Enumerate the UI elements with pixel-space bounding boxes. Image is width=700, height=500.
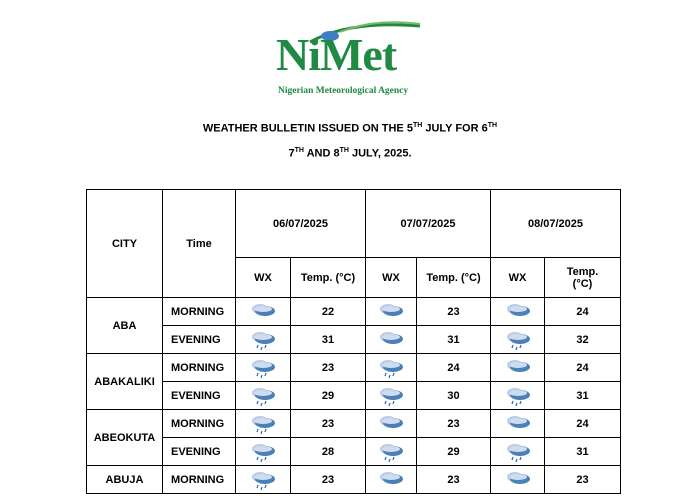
wx-cell (491, 382, 545, 410)
time-of-day: MORNING (163, 410, 236, 438)
weather-table-body (87, 298, 621, 494)
wx-cell (236, 382, 291, 410)
cloudy-icon (378, 330, 404, 350)
cloudy-icon (505, 470, 531, 490)
bulletin-title-line1: WEATHER BULLETIN ISSUED ON THE 5TH JULY FOR 6TH (202, 122, 498, 135)
temperature-value: 31 (545, 438, 621, 466)
cloudy-icon (250, 302, 276, 322)
wx-cell (366, 382, 417, 410)
wx-cell (236, 466, 291, 494)
rain-icon (505, 386, 531, 406)
temperature-value: 23 (417, 298, 491, 326)
wx-cell (491, 298, 545, 326)
wx-cell (366, 326, 417, 354)
time-of-day: EVENING (163, 438, 236, 466)
wx-header: WX (366, 258, 417, 298)
cloudy-icon (378, 414, 404, 434)
time-of-day: MORNING (163, 466, 236, 494)
wx-cell (491, 466, 545, 494)
date-header: 08/07/2025 (491, 190, 621, 258)
table-row (87, 298, 621, 326)
city-name: ABA (87, 298, 163, 354)
temperature-value: 24 (417, 354, 491, 382)
wx-header: WX (491, 258, 545, 298)
table-row (87, 410, 621, 438)
wx-cell (366, 410, 417, 438)
date-header: 06/07/2025 (236, 190, 366, 258)
cloudy-icon (505, 414, 531, 434)
rain-icon (505, 330, 531, 350)
wx-header: WX (236, 258, 291, 298)
rain-icon (250, 386, 276, 406)
wx-cell (236, 410, 291, 438)
wx-cell (491, 326, 545, 354)
temperature-value: 29 (417, 438, 491, 466)
temperature-value: 28 (291, 438, 366, 466)
wx-cell (236, 354, 291, 382)
col-time-header: Time (163, 190, 236, 298)
rain-icon (378, 358, 404, 378)
wx-cell (366, 466, 417, 494)
time-of-day: EVENING (163, 326, 236, 354)
rain-icon (250, 470, 276, 490)
rain-icon (378, 386, 404, 406)
cloudy-icon (505, 358, 531, 378)
time-of-day: MORNING (163, 354, 236, 382)
nimet-logo (270, 16, 430, 96)
city-name: ABEOKUTA (87, 410, 163, 466)
temperature-value: 23 (417, 466, 491, 494)
city-name: ABAKALIKI (87, 354, 163, 410)
city-name: ABUJA (87, 466, 163, 494)
temp-header: Temp. (°C) (545, 258, 621, 298)
temperature-value: 24 (545, 410, 621, 438)
wx-cell (491, 354, 545, 382)
temperature-value: 24 (545, 354, 621, 382)
wx-cell (366, 438, 417, 466)
rain-icon (378, 442, 404, 462)
rain-icon (250, 330, 276, 350)
wx-cell (491, 438, 545, 466)
cloudy-icon (378, 302, 404, 322)
temperature-value: 23 (291, 410, 366, 438)
agency-name: Nigerian Meteorological Agency (278, 86, 409, 96)
wx-cell (491, 410, 545, 438)
col-city-header: CITY (87, 190, 163, 298)
temperature-value: 23 (417, 410, 491, 438)
temperature-value: 31 (417, 326, 491, 354)
bulletin-title-line2: 7TH AND 8TH JULY, 2025. (288, 147, 412, 160)
rain-icon (250, 414, 276, 434)
temperature-value: 30 (417, 382, 491, 410)
table-row (87, 326, 621, 354)
wx-cell (366, 298, 417, 326)
rain-icon (250, 442, 276, 462)
temperature-value: 23 (545, 466, 621, 494)
temperature-value: 23 (291, 466, 366, 494)
temp-header: Temp. (°C) (291, 258, 366, 298)
time-of-day: MORNING (163, 298, 236, 326)
wx-cell (236, 326, 291, 354)
temperature-value: 22 (291, 298, 366, 326)
weather-table (86, 189, 621, 494)
logo-brand-text: NiMet (276, 29, 397, 80)
table-row (87, 354, 621, 382)
table-row (87, 438, 621, 466)
temp-header: Temp. (°C) (417, 258, 491, 298)
temperature-value: 31 (291, 326, 366, 354)
time-of-day: EVENING (163, 382, 236, 410)
rain-icon (250, 358, 276, 378)
wx-cell (366, 354, 417, 382)
wx-cell (236, 438, 291, 466)
date-header: 07/07/2025 (366, 190, 491, 258)
temperature-value: 24 (545, 298, 621, 326)
table-row (87, 466, 621, 494)
temperature-value: 23 (291, 354, 366, 382)
temperature-value: 29 (291, 382, 366, 410)
rain-icon (505, 442, 531, 462)
temperature-value: 32 (545, 326, 621, 354)
cloudy-icon (378, 470, 404, 490)
cloudy-icon (505, 302, 531, 322)
temperature-value: 31 (545, 382, 621, 410)
wx-cell (236, 298, 291, 326)
table-row (87, 382, 621, 410)
